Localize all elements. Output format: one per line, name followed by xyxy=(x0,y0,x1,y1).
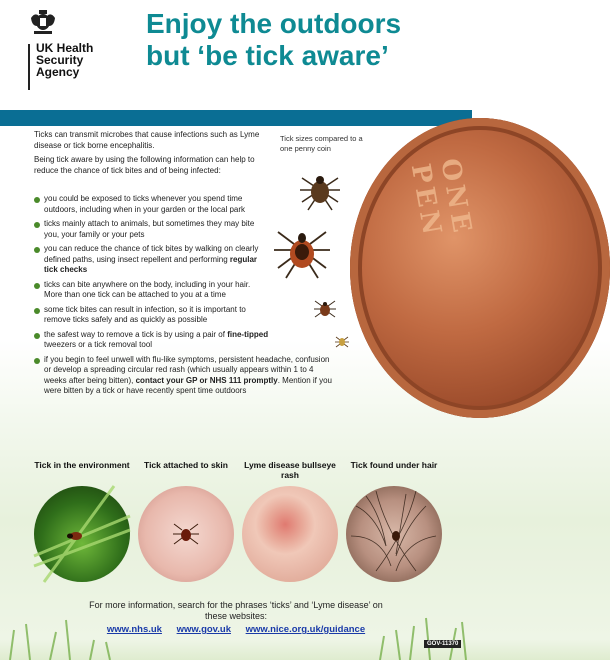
photo-label-skin: Tick attached to skin xyxy=(144,460,228,470)
title-line-2: but ‘be tick aware’ xyxy=(146,40,389,71)
link-nhs[interactable]: www.nhs.uk xyxy=(106,624,162,635)
header xyxy=(0,0,472,108)
coin-caption: Tick sizes compared to a one penny coin xyxy=(280,134,363,153)
intro-text xyxy=(34,130,262,180)
tick-icon xyxy=(334,334,350,350)
photo-label-hair: Tick found under hair xyxy=(350,460,438,470)
photo-tick-hair xyxy=(346,486,442,582)
link-gov[interactable]: www.gov.uk xyxy=(176,624,231,635)
tick-icon xyxy=(296,166,344,214)
more-info-text: For more information, search for the phrases ‘ticks’ and ‘Lyme disease’ on these websites: xyxy=(89,600,383,621)
page-title xyxy=(146,8,462,72)
list-item: you can reduce the chance of tick bites by walking on clearly defined paths, using insect repellent and performing regular tick checks xyxy=(34,244,270,276)
intro-paragraph-1: Ticks can transmit microbes that cause infections such as Lyme disease or tick borne encephalitis. xyxy=(34,130,260,150)
list-item: some tick bites can result in infection, so it is important to remove ticks safely and as quickly as possible xyxy=(34,305,270,326)
list-item: you could be exposed to ticks whenever you spend time outdoors, including when in your garden or the local park xyxy=(34,194,270,215)
photo-bullseye-rash xyxy=(242,486,338,582)
photo-label-rash: Lyme disease bullseye rash xyxy=(244,460,336,480)
penny-coin-icon xyxy=(350,118,610,418)
ukhsa-logo xyxy=(28,8,128,79)
logo-divider xyxy=(28,44,30,90)
tick-icon xyxy=(272,216,332,280)
coin-inscription: ONE PEN xyxy=(404,156,478,241)
photo-tick-skin xyxy=(138,486,234,582)
website-links xyxy=(80,624,392,635)
photo-label-environment: Tick in the environment xyxy=(34,460,130,470)
intro-paragraph-2: Being tick aware by using the following information can help to reduce the chance of tick bites and of being infected: xyxy=(34,155,255,175)
link-nice[interactable]: www.nice.org.uk/guidance xyxy=(245,624,366,635)
list-item: ticks mainly attach to animals, but sometimes they may bite you, your family or your pets xyxy=(34,219,270,240)
list-item: if you begin to feel unwell with flu-like symptoms, persistent headache, confusion or develop a spreading circular red rash (which usually appears within 1 to 4 weeks after being bitten), contact your GP or NHS 111 promptly. Mention if you were bitten by a tick or have recently spent time outdoors xyxy=(34,355,334,397)
document-code: GOV-11370 xyxy=(424,640,461,648)
tick-icon xyxy=(312,296,338,322)
list-item: the safest way to remove a tick is by using a pair of fine-tipped tweezers or a tick removal tool xyxy=(34,330,270,351)
title-line-1: Enjoy the outdoors xyxy=(146,8,402,39)
list-item: ticks can bite anywhere on the body, including in your hair. More than one tick can be attached to you at a time xyxy=(34,280,270,301)
advice-list xyxy=(34,194,332,401)
crest-icon xyxy=(28,8,58,36)
agency-name: UK Health Security Agency xyxy=(36,41,94,79)
header-band xyxy=(0,110,472,126)
photo-tick-environment xyxy=(34,486,130,582)
